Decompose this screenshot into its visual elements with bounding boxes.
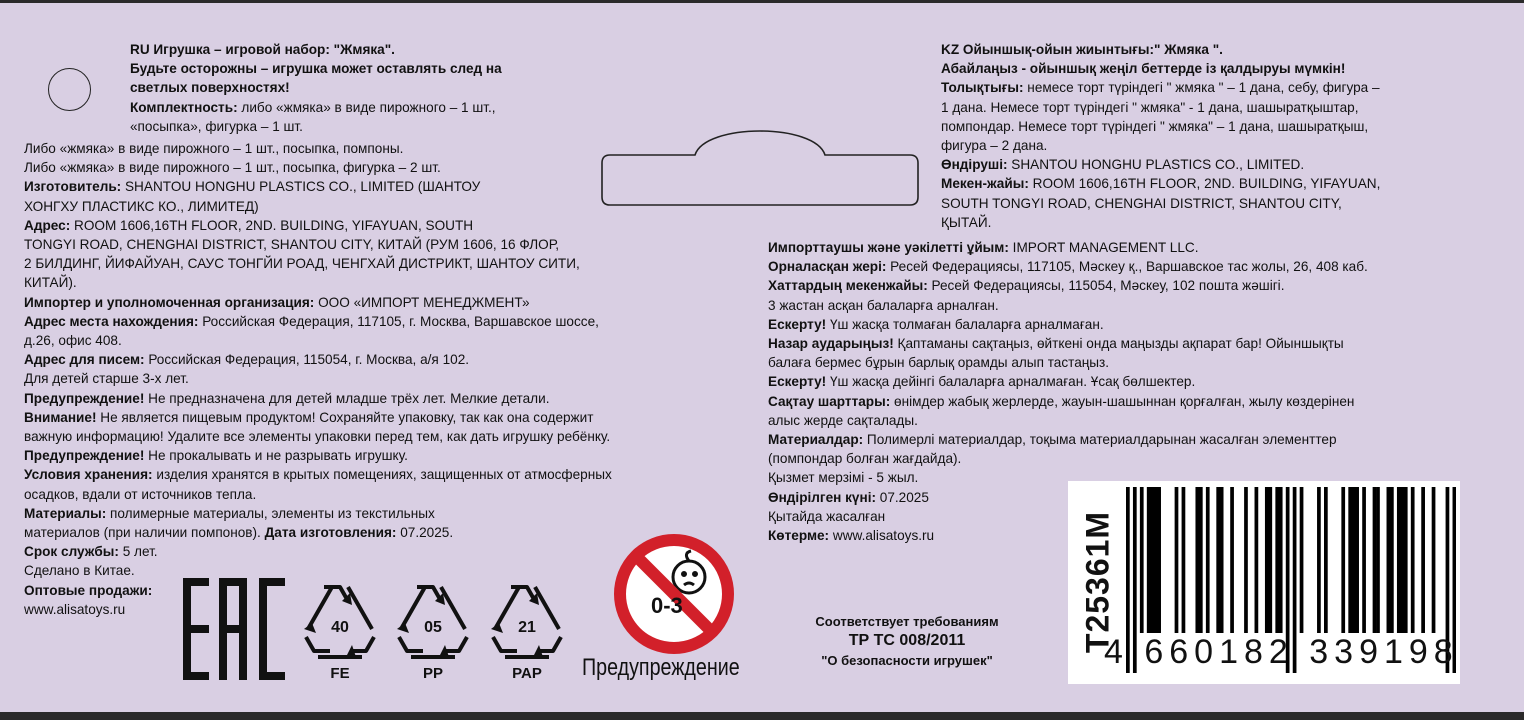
barcode-bar — [1216, 487, 1220, 633]
ru-header-line: Комплектность: либо «жмяка» в виде пирожного – 1 шт., — [130, 99, 496, 115]
barcode-bar — [1150, 487, 1154, 633]
kz-body-line: Көтерме: www.alisatoys.ru — [768, 528, 935, 544]
ru-section-body — [24, 139, 612, 619]
recycle-fe-icon — [294, 579, 386, 689]
ru-header-line: Будьте осторожны – игрушка может оставлять след на — [130, 61, 502, 77]
kz-header-line: KZ Ойыншық-ойын жиынтығы:" Жмяка ". — [941, 42, 1223, 57]
kz-header-line: Мекен-жайы: ROOM 1606,16TH FLOOR, 2ND. BUILDING, YIFAYUAN, — [941, 176, 1381, 192]
ru-body-line: Либо «жмяка» в виде пирожного – 1 шт., посыпка, фигурка – 2 шт. — [24, 160, 441, 176]
ru-body-line: Либо «жмяка» в виде пирожного – 1 шт., посыпка, помпоны. — [24, 141, 404, 156]
kz-body-line: алыс жерде сақталады. — [768, 412, 918, 428]
barcode-bar — [1404, 487, 1408, 633]
recycle-number: 05 — [424, 619, 442, 636]
barcode-bar — [1324, 487, 1328, 633]
kz-body-line: Ескерту! Үш жасқа толмаған балаларға арналмаған. — [768, 316, 1104, 332]
barcode-digits: 4 660182 339198 — [1104, 633, 1459, 671]
conformity-line-1: Соответствует требованиям — [815, 614, 999, 629]
ru-body-line: Изготовитель: SHANTOU HONGHU PLASTICS CO., LIMITED (ШАНТОУ — [24, 179, 481, 195]
not-for-under-3-icon — [613, 533, 735, 655]
barcode-bar — [1157, 487, 1161, 633]
barcode-bar — [1147, 487, 1151, 633]
barcode-bar — [1175, 487, 1179, 633]
barcode-bar — [1230, 487, 1234, 633]
barcode-bar — [1397, 487, 1401, 633]
kz-body-line: Өндірілген күні: 07.2025 — [768, 489, 929, 505]
barcode-bar — [1400, 487, 1404, 633]
hang-hole-circle — [48, 68, 91, 111]
eac-mark-icon — [183, 578, 285, 680]
age-badge-text: 0-3 — [651, 593, 683, 618]
barcode-bar — [1362, 487, 1366, 633]
conformity-line-3: "О безопасности игрушек" — [821, 653, 993, 668]
barcode-bar — [1265, 487, 1269, 633]
barcode-bar — [1373, 487, 1377, 633]
kz-section-header — [941, 40, 1380, 232]
barcode-bar — [1275, 487, 1279, 633]
barcode-bar — [1352, 487, 1356, 633]
ru-body-line: Оптовые продажи: — [24, 582, 153, 598]
ru-header-line: светлых поверхностях! — [130, 80, 290, 96]
kz-body-line: (помпондар болған жағдайда). — [768, 451, 962, 467]
kz-body-line: Назар аударыңыз! Қаптаманы сақтаңыз, өйткені онда маңызды ақпарат бар! Ойыншықты — [768, 336, 1344, 352]
ru-body-line: КИТАЙ). — [24, 275, 77, 291]
barcode-bar — [1421, 487, 1425, 633]
ru-body-line: Условия хранения: изделия хранятся в крытых помещениях, защищенных от атмосферных — [24, 467, 612, 483]
ru-section-header — [130, 40, 502, 136]
ru-body-line: 2 БИЛДИНГ, ЙИФАЙУАН, САУС ТОНГЙИ РОАД, ЧЕНГХАЙ ДИСТРИКТ, ШАНТОУ СИТИ, — [24, 256, 580, 272]
barcode-bar — [1390, 487, 1394, 633]
kz-body-line: Сақтау шарттары: өнімдер жабық жерлерде, жауын-шашыннан қорғалған, жылу көздерінен — [768, 393, 1355, 409]
kz-body-line: Импорттаушы және уәкілетті ұйым: IMPORT MANAGEMENT LLC. — [768, 240, 1199, 255]
ru-body-line: д.26, офис 408. — [24, 333, 122, 349]
ru-body-line: Сделано в Китае. — [24, 563, 135, 579]
barcode-bar — [1341, 487, 1345, 633]
barcode-bar — [1244, 487, 1248, 633]
barcode-bar — [1300, 487, 1304, 633]
ru-body-line: Импортер и уполномоченная организация: ООО «ИМПОРТ МЕНЕДЖМЕНТ» — [24, 294, 530, 310]
ru-body-line: важную информацию! Удалите все элементы упаковки перед тем, как дать игрушку ребёнку. — [24, 429, 611, 445]
barcode-bar — [1154, 487, 1158, 633]
kz-header-line: Өндіруші: SHANTOU HONGHU PLASTICS CO., LIMITED. — [941, 157, 1305, 173]
kz-header-line: Абайлаңыз - ойыншық жеңіл беттерде із қалдыруы мүмкін! — [941, 61, 1346, 77]
ru-body-line: материалов (при наличии помпонов). Дата изготовления: 07.2025. — [24, 525, 454, 541]
kz-header-line: помпондар. Немесе торт түріндегі " жмяка" – 1 дана, шашыратқыш, — [941, 118, 1369, 134]
ru-header-line: RU Игрушка – игровой набор: "Жмяка". — [130, 42, 395, 57]
kz-header-line: Толықтығы: немесе торт түріндегі " жмяка " – 1 дана, себу, фигура – — [941, 80, 1380, 96]
ru-body-line: www.alisatoys.ru — [24, 601, 126, 617]
recycle-pap-icon — [481, 579, 573, 689]
barcode-bar — [1268, 487, 1272, 633]
barcode-bar — [1182, 487, 1186, 633]
barcode-bar — [1411, 487, 1415, 633]
barcode-bar — [1317, 487, 1321, 633]
ru-body-line: Материалы: полимерные материалы, элементы из текстильных — [24, 505, 435, 521]
ru-body-line: Внимание! Не является пищевым продуктом! Сохраняйте упаковку, так как она содержит — [24, 409, 594, 425]
ru-body-line: ХОНГХУ ПЛАСТИКС КО., ЛИМИТЕД) — [24, 198, 259, 214]
recycle-pp-icon — [387, 579, 479, 689]
barcode-bar — [1206, 487, 1210, 633]
conformity-statement — [776, 613, 1038, 671]
barcode-bar — [1387, 487, 1391, 633]
kz-body-line: балаға бермес бұрын барлық орамды алып тастаңыз. — [768, 355, 1110, 371]
ru-body-line: Предупреждение! Не прокалывать и не разрывать игрушку. — [24, 448, 408, 464]
barcode-bar — [1279, 487, 1283, 633]
ru-body-line: осадков, вдали от источников тепла. — [24, 486, 257, 502]
barcode-bar — [1432, 487, 1436, 633]
ru-body-line: Адрес для писем: Российская Федерация, 115054, г. Москва, а/я 102. — [24, 352, 470, 368]
conformity-line-2: ТР ТС 008/2011 — [848, 632, 966, 649]
barcode-bar — [1199, 487, 1203, 633]
ru-body-line: Адрес места нахождения: Российская Федерация, 117105, г. Москва, Варшавское шоссе, — [24, 313, 599, 329]
recycle-number: 40 — [331, 619, 349, 636]
kz-body-line: Орналасқан жері: Ресей Федерациясы, 117105, Мәскеу қ., Варшавское тас жолы, 26, 408 каб. — [768, 259, 1368, 275]
kz-body-line: Материалдар: Полимерлі материалдар, тоқыма материалдарынан жасалған элементтер — [768, 432, 1337, 448]
ru-header-line: «посыпка», фигурка – 1 шт. — [130, 118, 303, 134]
kz-body-line: 3 жастан асқан балаларға арналған. — [768, 297, 999, 313]
barcode-bar — [1140, 487, 1144, 633]
barcode-bar — [1348, 487, 1352, 633]
kz-body-line: Қытайда жасалған — [768, 508, 886, 524]
kz-header-line: ҚЫТАЙ. — [941, 214, 992, 230]
ru-body-line: Адрес: ROOM 1606,16TH FLOOR, 2ND. BUILDING, YIFAYUAN, SOUTH — [24, 217, 474, 233]
kz-header-line: 1 дана. Немесе торт түріндегі " жмяка" - 1 дана, шашыратқыштар, — [941, 99, 1359, 115]
ru-body-line: Для детей старше 3-х лет. — [24, 371, 189, 387]
recycle-code: FE — [330, 665, 350, 682]
barcode-bar — [1255, 487, 1259, 633]
euro-hang-slot — [600, 115, 920, 215]
warning-caption: Предупреждение — [582, 654, 740, 681]
sku-code: T25361M — [1079, 510, 1116, 654]
barcode-bar — [1195, 487, 1199, 633]
ru-body-line: TONGYI ROAD, CHENGHAI DISTRICT, SHANTOU CITY, КИТАЙ (РУМ 1606, 16 ФЛОР, — [24, 237, 560, 253]
kz-body-line: Хаттардың мекенжайы: Ресей Федерациясы, 115054, Мәскеу, 102 пошта жәшігі. — [768, 278, 1285, 294]
barcode-bar — [1355, 487, 1359, 633]
ru-body-line: Срок службы: 5 лет. — [24, 544, 158, 560]
kz-body-line: Ескерту! Үш жасқа дейінгі балаларға арналмаған. Ұсақ бөлшектер. — [768, 374, 1196, 390]
recycle-code: PP — [422, 665, 443, 682]
barcode-bar — [1220, 487, 1224, 633]
recycle-code: PAP — [512, 665, 542, 682]
kz-body-line: Қызмет мерзімі - 5 жыл. — [768, 470, 919, 486]
recycle-number: 21 — [518, 619, 536, 636]
barcode-bar — [1376, 487, 1380, 633]
kz-header-line: фигура – 2 дана. — [941, 138, 1048, 154]
ru-body-line: Предупреждение! Не предназначена для детей младше трёх лет. Мелкие детали. — [24, 390, 550, 406]
kz-header-line: SOUTH TONGYI ROAD, CHENGHAI DISTRICT, SHANTOU CITY, — [941, 195, 1342, 211]
